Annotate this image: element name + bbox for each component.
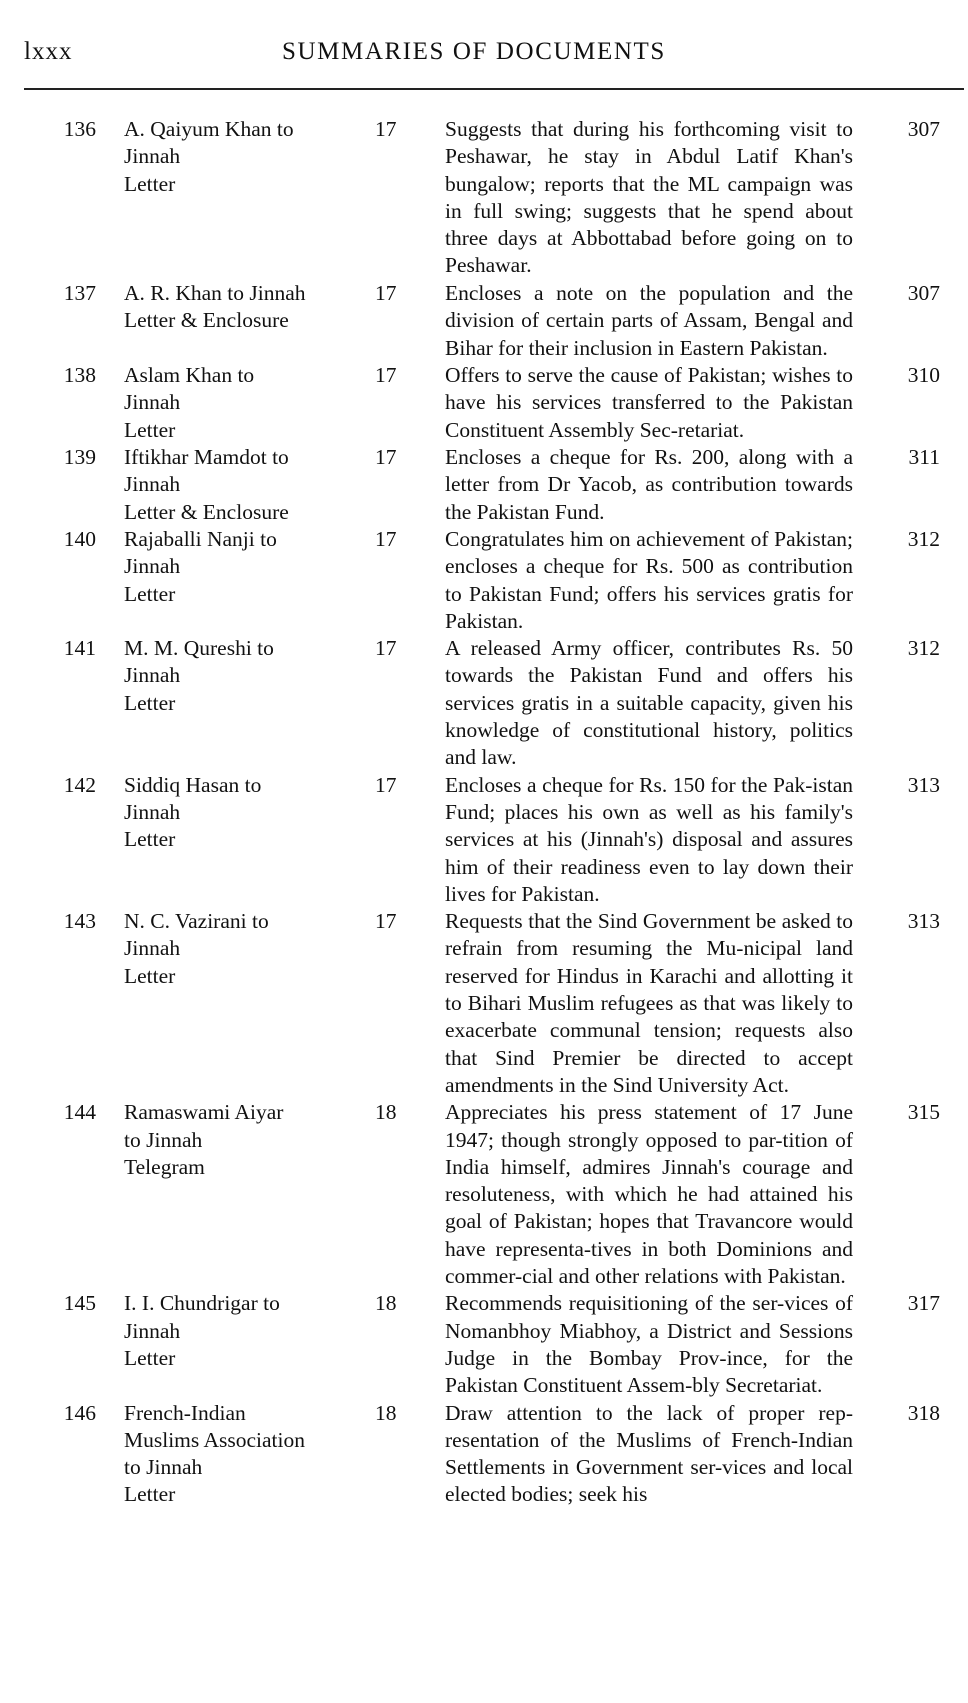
header-rule — [24, 88, 964, 90]
correspondent-line: I. I. Chundrigar to — [124, 1291, 280, 1316]
correspondent-line: N. C. Vazirani to — [124, 909, 269, 934]
page-reference: 318 — [907, 1400, 940, 1425]
summary-entry — [0, 444, 968, 526]
document-summary: Encloses a cheque for Rs. 150 for the Pak-istan Fund; places his own as well as his family's services at his (Jinnah's) disposal and assures him of their readiness even to lay down their lives for Pakistan. — [445, 772, 853, 906]
correspondent-line: Jinnah — [124, 936, 181, 961]
document-date: 18 — [375, 1100, 397, 1125]
document-date: 17 — [375, 772, 397, 797]
correspondent-line: A. Qaiyum Khan to — [124, 117, 294, 141]
document-summary: Suggests that during his forthcoming visit to Peshawar, he stay in Abdul Latif Khan's bungalow; reports that the ML campaign was in full swing; suggests that he spend about three days at Abbottabad before going on to Peshawar. — [445, 117, 853, 278]
page-header — [24, 38, 944, 78]
document-type: Letter — [124, 827, 176, 852]
running-title: SUMMARIES OF DOCUMENTS — [282, 38, 666, 65]
document-number: 144 — [63, 1100, 96, 1125]
correspondent-line: Jinnah — [124, 663, 181, 688]
document-number: 140 — [63, 527, 96, 551]
document-date: 17 — [375, 909, 397, 934]
correspondent — [124, 772, 344, 854]
page-reference: 307 — [907, 117, 940, 141]
document-summary: Encloses a cheque for Rs. 200, along with a letter from Dr Yacob, as contribution towards the Pakistan Fund. — [445, 445, 853, 524]
correspondent-line: Rajaballi Nanji to — [124, 527, 277, 551]
document-number: 138 — [63, 363, 96, 387]
document-number: 136 — [63, 117, 96, 141]
document-number: 141 — [63, 636, 96, 661]
correspondent — [124, 526, 344, 608]
document-number: 139 — [63, 445, 96, 469]
correspondent-line: to Jinnah — [124, 1127, 203, 1152]
correspondent — [124, 116, 344, 198]
correspondent — [124, 908, 344, 990]
summary-list — [0, 116, 968, 1509]
summary-entry — [0, 1400, 968, 1509]
correspondent-line: Jinnah — [124, 1318, 181, 1343]
document-summary: Offers to serve the cause of Pakistan; wishes to have his services transferred to the Pakistan Constituent Assembly Sec-retariat. — [445, 363, 853, 442]
document-summary: Requests that the Sind Government be asked to refrain from resuming the Mu-nicipal land reserved for Hindus in Karachi and allotting it to Bihari Muslim refugees as that was likely to exacerbate communal tension; requests also that Sind Premier be directed to accept amendments in the Sind University Act. — [445, 909, 853, 1097]
page-reference: 313 — [907, 909, 940, 934]
document-number: 143 — [63, 909, 96, 934]
correspondent-line: French-Indian — [124, 1400, 246, 1425]
document-type: Letter — [124, 963, 176, 988]
document-date: 18 — [375, 1400, 397, 1425]
document-number: 142 — [63, 772, 96, 797]
correspondent-line: Ramaswami Aiyar — [124, 1100, 284, 1125]
correspondent-line: Siddiq Hasan to — [124, 772, 262, 797]
document-type: Letter & Enclosure — [124, 308, 289, 333]
summary-entry — [0, 116, 968, 280]
document-type: Letter — [124, 171, 176, 196]
correspondent-line: Jinnah — [124, 472, 181, 497]
page-reference: 312 — [907, 636, 940, 661]
correspondent — [124, 444, 344, 526]
page-reference: 317 — [907, 1291, 940, 1316]
correspondent-line: Jinnah — [124, 554, 181, 579]
summary-entry — [0, 1290, 968, 1399]
correspondent-line: Jinnah — [124, 799, 181, 824]
summary-entry — [0, 280, 968, 362]
correspondent-line: to Jinnah — [124, 1455, 203, 1480]
document-date: 17 — [375, 527, 397, 551]
page-reference: 307 — [907, 281, 940, 305]
document-date: 17 — [375, 281, 397, 305]
document-date: 17 — [375, 117, 397, 141]
document-type: Letter — [124, 417, 176, 442]
summary-entry — [0, 1099, 968, 1290]
summary-entry — [0, 908, 968, 1099]
document-date: 18 — [375, 1291, 397, 1316]
page-reference: 310 — [907, 363, 940, 387]
document-type: Letter — [124, 1482, 176, 1507]
document-number: 137 — [63, 281, 96, 305]
page-reference: 311 — [908, 445, 940, 469]
summary-entry — [0, 526, 968, 635]
document-summary: Congratulates him on achievement of Pakistan; encloses a cheque for Rs. 500 as contribution to Pakistan Fund; offers his services gratis for Pakistan. — [445, 527, 853, 633]
correspondent — [124, 1400, 344, 1509]
correspondent — [124, 362, 344, 444]
page-reference: 315 — [907, 1100, 940, 1125]
correspondent-line: Jinnah — [124, 144, 181, 169]
document-date: 17 — [375, 445, 397, 469]
document-number: 146 — [63, 1400, 96, 1425]
document-summary: A released Army officer, contributes Rs. 50 towards the Pakistan Fund and offers his services gratis in a suitable capacity, given his knowledge of constitutional history, politics and law. — [445, 636, 853, 770]
page-reference: 313 — [907, 772, 940, 797]
correspondent — [124, 1099, 344, 1181]
document-type: Letter — [124, 581, 176, 606]
document-date: 17 — [375, 636, 397, 661]
summary-entry — [0, 772, 968, 908]
correspondent-line: Muslims Association — [124, 1427, 305, 1452]
correspondent-line: Aslam Khan to — [124, 363, 255, 387]
document-type: Telegram — [124, 1154, 205, 1179]
correspondent — [124, 280, 344, 335]
correspondent-line: Jinnah — [124, 390, 181, 415]
document-type: Letter — [124, 1345, 176, 1370]
document-summary: Encloses a note on the population and the division of certain parts of Assam, Bengal and Bihar for their inclusion in Eastern Pakistan. — [445, 281, 853, 360]
document-summary: Draw attention to the lack of proper rep-resentation of the Muslims of French-Indian Settlements in Government ser-vices and local elected bodies; seek his — [445, 1400, 853, 1507]
document-type: Letter & Enclosure — [124, 499, 289, 524]
correspondent — [124, 1290, 344, 1372]
correspondent-line: A. R. Khan to Jinnah — [124, 281, 306, 305]
correspondent-line: M. M. Qureshi to — [124, 636, 274, 661]
correspondent-line: Iftikhar Mamdot to — [124, 445, 289, 469]
document-summary: Recommends requisitioning of the ser-vices of Nomanbhoy Miabhoy, a District and Sessions Judge in the Bombay Prov-ince, for the Pakistan Constituent Assem-bly Secretariat. — [445, 1291, 853, 1398]
page-reference: 312 — [907, 527, 940, 551]
correspondent — [124, 635, 344, 717]
summary-entry — [0, 635, 968, 771]
document-summary: Appreciates his press statement of 17 June 1947; though strongly opposed to par-tition of India himself, admires Jinnah's courage and resoluteness, with which he had attained his goal of Pakistan; hopes that Travancore would have representa-tives in both Dominions and commer-cial and other relations with Pakistan. — [445, 1100, 853, 1289]
document-type: Letter — [124, 690, 176, 715]
document-date: 17 — [375, 363, 397, 387]
summary-entry — [0, 362, 968, 444]
document-number: 145 — [63, 1291, 96, 1316]
page-number: lxxx — [24, 38, 73, 65]
